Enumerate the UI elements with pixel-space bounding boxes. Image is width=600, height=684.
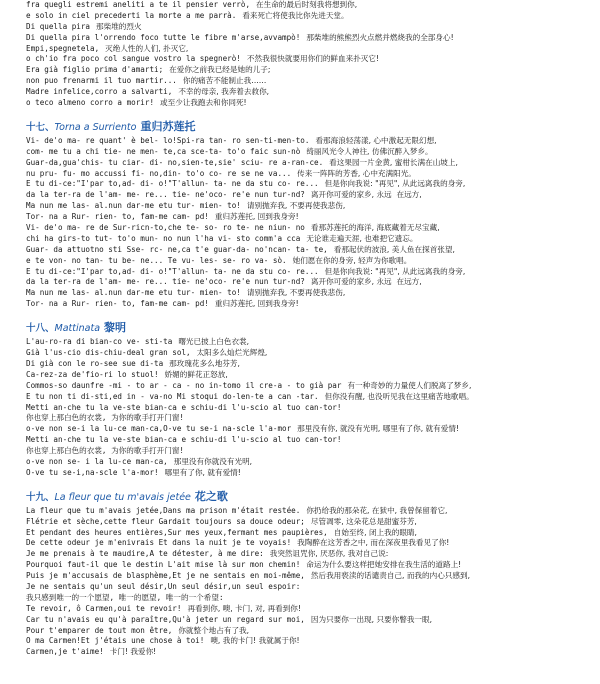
lyric-line [26,44,600,55]
chinese-translation: 但是你向我说: "再见", 从此远离我的身旁, [324,266,466,276]
lyric-line [26,245,600,256]
original-lyric: Ma nun me las- al.nun dar-me etu tur- mien- to! [26,288,241,298]
chinese-translation: 请别抛弃我, 不要再使我悲伤, [246,201,346,211]
original-lyric: L'au-ro-ra di bian-co ve- sti-ta [26,337,173,347]
chinese-translation: 绮丽风光令人神往, 仿佛沉醉入梦乡。 [306,146,433,156]
lyric-line [26,54,600,65]
chinese-translation: 传来一阵阵的芳香, 心中充满阳光。 [297,168,416,178]
chinese-translation: 那里没有你, 就没有光明, 哪里有了你, 就有爱情! [297,424,459,434]
chinese-translation: 自始至终, 闭上我的眼睛, [333,527,417,537]
original-lyric: 你也穿上那白色的衣裳, 为你的歌手打开门窗! [26,446,184,456]
lyric-line [26,538,600,549]
lyric-line [26,234,600,245]
original-lyric: Era già figlio prima d'amarti; [26,65,164,75]
chinese-translation: 看那苏莲托的海洋, 海底藏着无尽宝藏, [310,223,440,233]
chinese-translation: 那玫瑰花多么地芬芳, [169,358,240,368]
chinese-translation: 不幸的母亲, 我奔着去救你, [178,87,270,97]
chinese-translation: 请别抛弃我, 不要再使我悲伤, [246,288,346,298]
lyric-line [26,33,600,44]
section-heading [26,490,600,503]
chinese-translation: 离开你可爱的家乡, 永远 在远方, [310,190,422,200]
original-lyric: da la ter-ra de l'am- me- re... tie- ne'oco- re'e nun tur-nd? [26,277,305,287]
section-number: 十八、 [26,323,55,335]
original-lyric: e solo in ciel precederti la morte a me parrà. [26,10,237,20]
original-lyric: Di quella pira l'orrendo foco tutte le fibre m'arse,avvampò! [26,32,301,42]
lyric-line [26,0,600,11]
chinese-translation: 我陶醉在这芳香之中, 而在深夜里我看见了你! [297,538,450,548]
original-lyric: Puis je m'accusais de blasphème,Et je ne sentais en moi-même, [26,571,305,581]
original-lyric: Di quella pira [26,21,91,31]
original-lyric: Je ne sentais qu'un seul désir,Un seul désir,un seul espoir: [26,581,301,591]
lyric-line [26,392,600,403]
lyric-line [26,359,600,370]
chinese-translation: 但是你向我说: "再见", 从此远离我的身旁, [324,179,466,189]
chinese-translation: 但你没有醒, 也没听见我在这里痛苦地歌唱。 [324,391,474,401]
original-lyric: Guar-da,gua'chis- tu ciar- di- no,sien-te,sie' sciu- re a-ran-ce. [26,157,324,167]
original-lyric: o teco almeno corro a morir! [26,98,155,108]
lyric-line [26,190,600,201]
chinese-translation: 太阳多么灿烂光辉煌, [196,348,268,358]
section-number: 十九、 [26,491,55,503]
lyric-line [26,446,600,457]
original-lyric: da la ter-ra de l'am- me- re... tie- ne'oco- re'e nun tur-nd? [26,190,305,200]
original-lyric: Pourquoi faut-il que le destin L'ait mise là sur mon chemin! [26,560,301,570]
original-lyric: Tor- na a Rur- rien- to, fam-me cam- pd! [26,212,209,222]
lyric-line [26,201,600,212]
chinese-translation: 无论谁走遍天涯, 也难把它遗忘。 [306,233,418,243]
original-lyric: O-ve tu se-i,na-scle l'a-mor! [26,467,159,477]
lyric-line [26,435,600,446]
chinese-translation: 重归苏莲托, 回到我身旁! [214,212,299,222]
original-lyric: o-ve non se- i la lu-ce man-ca, [26,456,168,466]
chinese-translation: 娇媚的鲜花正怒放, [164,369,228,379]
chinese-translation: 或至少让我跑去和你同死! [160,98,247,108]
chinese-translation: 你扔给我的那朵花, 在狱中, 我曾保留着它, [306,505,448,515]
chinese-translation: 在生命的最后时刻我将想到你, [256,0,358,9]
lyric-line [26,256,600,267]
lyric-line [26,381,600,392]
chinese-translation: 你的痛苦不能制止我…… [182,76,267,86]
lyric-line [26,277,600,288]
lyric-line [26,147,600,158]
original-lyric: Madre infelice,corro a salvarti, [26,87,173,97]
lyric-line [26,636,600,647]
chinese-translation: 噢, 我的卡门! 我就属于你! [210,636,300,646]
chinese-translation: 在爱你之前我已经是她的儿子; [169,65,271,75]
section-title: La fleur que tu m'avais jetée [54,491,191,503]
chinese-translation: 离开你可爱的家乡, 永远 在远方, [310,277,422,287]
section-number: 十七、 [26,121,55,133]
chinese-translation: 然后我用亵渎的话谴责自己, 而我的内心只感到, [310,571,471,581]
lyric-line [26,571,600,582]
lyric-line [26,549,600,560]
chinese-translation: 看那起伏的波浪, 美人鱼在探首张望, [333,244,455,254]
lyric-line [26,457,600,468]
section-title-chinese: 花之歌 [194,489,228,503]
lyric-line [26,179,600,190]
chinese-translation: 有一种奇妙的力量使人们脱离了梦乡, [347,380,472,390]
original-lyric: O ma Carmen!Et j'étais une chose à toi! [26,636,205,646]
chinese-translation: 看这果园一片金黄, 蜜柑长满在山坡上, [329,157,458,167]
original-lyric: Già l'us-cio dis-chiu-deal gran sol, [26,348,191,358]
chinese-translation: 卡门! 我爱你! [109,647,157,657]
original-lyric: o-ve non se-i la lu-ce man-ca,O-ve tu se-i na-scle l'a-mor [26,424,292,434]
lyric-line [26,158,600,169]
original-lyric: Flétrie et sèche,cette fleur Gardait toujours sa douce odeur; [26,516,305,526]
section-title: Torna a Surriento [54,121,137,133]
original-lyric: e te von- no tan- tu be- ne... Te vu- les- se- ro va- sò. [26,255,287,265]
chinese-translation: 尽管凋零, 这朵花总是甜蜜芬芳, [310,516,417,526]
original-lyric: Empi,spegnetela, [26,43,100,53]
chinese-translation: 命运为什么要这样把她安排在我生活的道路上! [306,560,462,570]
section-title: Mattinata [54,323,101,335]
lyric-line [26,593,600,604]
lyric-line [26,288,600,299]
chinese-translation: 因为只要你一出现, 只要你瞥我一眼, [310,614,433,624]
chinese-translation: 那里没有你就没有光明, [173,456,253,466]
original-lyric: Vi- de'o ma- re quant' è bel- lo!Spi-ra tan- ro sen-ti-men-to. [26,135,310,145]
original-lyric: non puo frenarmi il tuo martir... [26,76,177,86]
lyric-line [26,11,600,22]
original-lyric: E tu di-ce:"I'par to,ad- di- o!"T'allun- ta- ne da stu co- re... [26,266,319,276]
original-lyric: Tor- na a Rur- rien- to, fam-me cam- pd! [26,299,209,309]
original-lyric: o ch'io fra poco col sangue vostro la spegnerò! [26,54,241,64]
lyric-line [26,22,600,33]
section-title-chinese: 黎明 [104,321,127,335]
lyric-line [26,424,600,435]
original-lyric: 你也穿上那白色的衣裳, 为你的歌手打开门窗! [26,413,184,423]
original-lyric: Pour t'emparer de tout mon être, [26,625,173,635]
original-lyric: nu pru- fu- mo accussi fi- no,din- to'o co- re se ne va... [26,168,292,178]
chinese-translation: 不然我很快就要用你们的鲜血来扑灭它! [246,54,380,64]
lyric-line [26,506,600,517]
chinese-translation: 那柴堆的烈火 [96,21,142,31]
lyric-line [26,582,600,593]
original-lyric: Metti an-che tu la ve-ste bian-ca e schiu-di l'u-scio al tuo can-tor! [26,402,342,412]
chinese-translation: 再看到你, 噢, 卡门, 对, 再看到你! [187,603,301,613]
chinese-translation: 灭绝人性的人们, 扑灭它, [105,43,189,53]
original-lyric: fra quegli estremi aneliti a te il pensier verrò, [26,0,251,9]
lyric-line [26,76,600,87]
lyric-line [26,212,600,223]
lyric-line [26,370,600,381]
chinese-translation: 看来死亡将使我比你先进天堂。 [242,10,349,20]
chinese-translation: 哪里有了你, 就有爱情! [164,467,241,477]
chinese-translation: 重归苏莲托, 回到我身旁! [214,299,299,309]
original-lyric: E tu di-ce:"I'par to,ad- di- o!"T'allun- ta- ne da stu co- re... [26,179,319,189]
original-lyric: Guar- da attuotno sti Sse- rc- ne,ca t'e guar-da- no'ncan- ta- te, [26,244,328,254]
lyric-line [26,65,600,76]
original-lyric: De cette odeur je m'enivrais Et dans la nuit je te voyais! [26,538,292,548]
chinese-translation: 你就整个地占有了我, [178,625,250,635]
section-heading [26,120,600,133]
original-lyric: E tu non ti di-sti,ed in - va-no Mi stoqui do-len-te a can -tar. [26,391,319,401]
original-lyric: Car tu n'avais eu qu'à paraître,Qu'à jeter un regard sur moi, [26,614,305,624]
lyric-line [26,169,600,180]
original-lyric: Metti an-che tu la ve-ste bian-ca e schiu-di l'u-scio al tuo can-tor! [26,435,342,445]
section-title-chinese: 重归苏莲托 [140,119,196,133]
original-lyric: La fleur que tu m'avais jetée,Dans ma prison m'était restée. [26,505,301,515]
chinese-translation: 那柴堆的熊熊烈火点燃并燃烧我的全部身心! [306,32,454,42]
original-lyric: Di già con le ro-see sue di-ta [26,358,164,368]
original-lyric: Je me prenais à te maudire,A te détester, à me dire: [26,549,264,559]
lyric-line [26,468,600,479]
lyric-line [26,626,600,637]
original-lyric: 我只感到唯一的一个愿望, 唯一的愿望, 唯一的一个希望: [26,592,224,602]
lyric-line [26,615,600,626]
original-lyric: chi ha girs-to tut- to'o mun- no nun l'ha vi- sto comm'a cca [26,233,301,243]
section-heading [26,321,600,334]
original-lyric: Commos-so daunfre -mi - to ar - ca - no in-tomo il cre-a - to già par [26,380,342,390]
chinese-translation: 她们愿在你的身旁, 轻声为你歌唱。 [292,255,412,265]
original-lyric: com- me tu a chi tie- ne men- te,ca sce-ta- to'o faic sun-nò [26,146,301,156]
lyric-line [26,413,600,424]
original-lyric: Te revoir, ô Carmen,oui te revoir! [26,603,182,613]
lyric-line [26,98,600,109]
lyric-line [26,403,600,414]
lyric-line [26,223,600,234]
lyric-line [26,136,600,147]
lyric-line [26,337,600,348]
lyric-line [26,348,600,359]
chinese-translation: 我突然诅咒你, 厌恶你, 我对自己说: [269,549,389,559]
lyric-line [26,647,600,658]
original-lyric: Et pendant des heures entières,Sur mes yeux,fermant mes paupières, [26,527,328,537]
lyric-line [26,560,600,571]
chinese-translation: 看那海浪轻荡漾, 心中激起无限幻想, [315,135,437,145]
lyric-line [26,517,600,528]
lyric-line [26,299,600,310]
lyric-line [26,267,600,278]
chinese-translation: 曙光已披上白色衣裳, [178,337,250,347]
original-lyric: Carmen,je t'aime! [26,647,104,657]
lyric-line [26,528,600,539]
original-lyric: Ca-rez-za de'fio-ri lo stuol! [26,369,159,379]
original-lyric: Ma nun me las- al.nun dar-me etu tur- mien- to! [26,201,241,211]
lyric-line [26,87,600,98]
original-lyric: Vi- de'o ma- re de Sur-ricn-to,che te- so- ro te- ne niun- no [26,223,305,233]
lyric-line [26,604,600,615]
